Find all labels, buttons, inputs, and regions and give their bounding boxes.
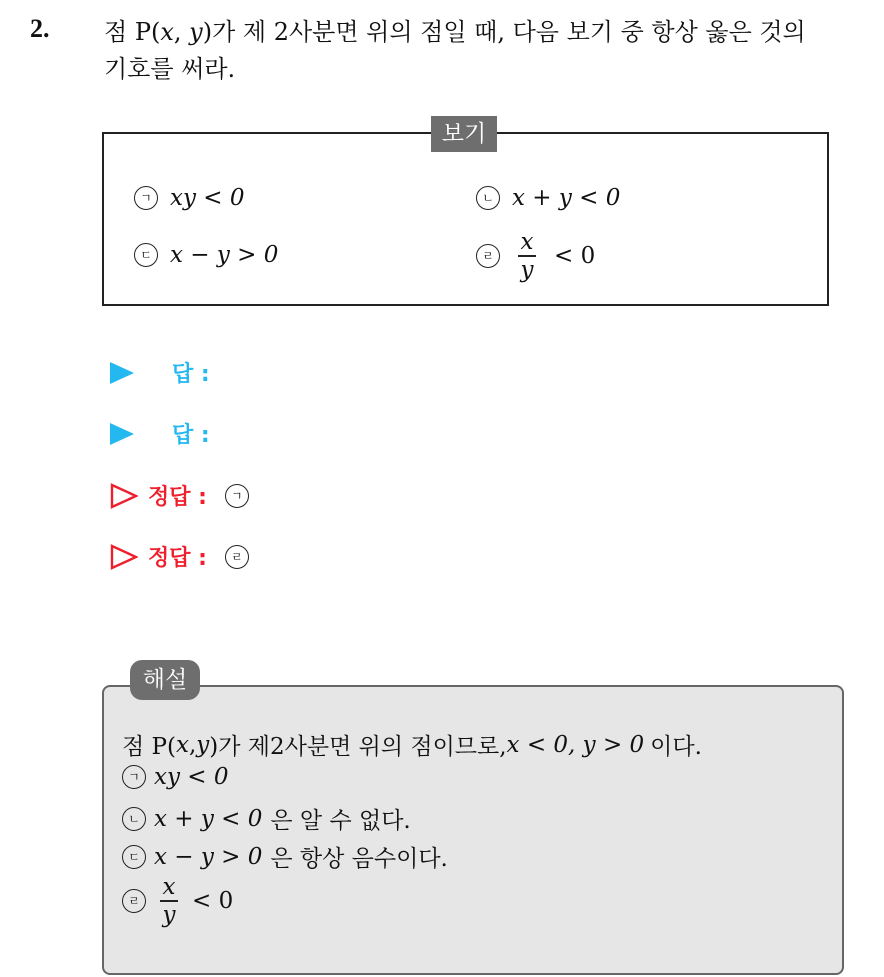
solution-expr: < 0 xyxy=(192,887,234,914)
example-box xyxy=(102,132,829,306)
question-text-part: )가 제 2사분면 위의 점일 때, 다음 보기 중 항상 옳은 것의 xyxy=(202,18,806,46)
option-2 xyxy=(476,185,620,211)
question-text xyxy=(104,14,864,88)
circle-marker-icon: ㄹ xyxy=(225,545,249,569)
question-comma: , xyxy=(173,18,190,46)
play-arrow-icon xyxy=(110,362,134,384)
question-text-line2: 기호를 써라. xyxy=(104,55,236,83)
option-expr: x − y > 0 xyxy=(170,242,279,268)
solution-condition: x < 0, y > 0 xyxy=(506,731,645,758)
solution-comma: , xyxy=(188,731,197,758)
solution-line-3 xyxy=(122,802,411,835)
fraction-denominator: y xyxy=(520,256,534,283)
answer-label: 답 : xyxy=(172,362,210,387)
answer-row-2 xyxy=(110,418,210,449)
solution-expr: x + y < 0 xyxy=(154,805,263,832)
example-box-label: 보기 xyxy=(431,116,497,152)
var-x: x xyxy=(160,18,174,46)
circle-marker-icon: ㄱ xyxy=(225,484,249,508)
solution-line-5 xyxy=(122,874,233,928)
correct-answer-row-2 xyxy=(110,541,249,572)
circle-marker-icon: ㄷ xyxy=(134,243,158,267)
circle-marker-icon: ㄷ xyxy=(122,845,146,869)
option-expr: xy < 0 xyxy=(170,185,245,211)
correct-answer-row-1 xyxy=(110,480,249,511)
solution-text: 은 항상 음수이다. xyxy=(270,846,448,872)
correct-label: 정답 : xyxy=(148,485,207,510)
option-expr: x + y < 0 xyxy=(512,185,621,211)
option-3 xyxy=(134,242,278,268)
fraction-numerator: x xyxy=(162,874,176,900)
solution-line-1 xyxy=(122,728,702,761)
correct-label: 정답 : xyxy=(148,546,207,571)
var-x: x xyxy=(175,731,189,758)
var-y: y xyxy=(196,731,210,758)
solution-line-2 xyxy=(122,764,229,790)
circle-marker-icon: ㄱ xyxy=(122,765,146,789)
circle-marker-icon: ㄹ xyxy=(476,244,500,268)
var-y: y xyxy=(189,18,203,46)
outline-arrow-icon xyxy=(110,483,138,509)
answer-label: 답 : xyxy=(172,423,210,448)
solution-expr: xy < 0 xyxy=(154,764,229,790)
solution-text: 점 P( xyxy=(122,734,176,760)
play-arrow-icon xyxy=(110,423,134,445)
fraction xyxy=(518,229,536,283)
circle-marker-icon: ㄹ xyxy=(122,889,146,913)
circle-marker-icon: ㄴ xyxy=(476,186,500,210)
solution-expr: x − y > 0 xyxy=(154,843,263,870)
outline-arrow-icon xyxy=(110,544,138,570)
fraction-numerator: x xyxy=(520,229,534,255)
circle-marker-icon: ㄱ xyxy=(134,186,158,210)
solution-text: 은 알 수 없다. xyxy=(270,808,411,834)
fraction xyxy=(160,874,178,928)
solution-text: )가 제2사분면 위의 점이므로, xyxy=(209,734,507,760)
solution-text: 이다. xyxy=(650,734,702,760)
option-1 xyxy=(134,185,245,211)
fraction-denominator: y xyxy=(162,901,176,928)
option-expr: < 0 xyxy=(554,242,596,269)
solution-label: 해설 xyxy=(130,660,200,700)
question-text-part: 점 P( xyxy=(104,18,161,46)
circle-marker-icon: ㄴ xyxy=(122,807,146,831)
option-4 xyxy=(476,229,595,283)
question-number: 2. xyxy=(30,14,50,43)
answer-row-1 xyxy=(110,357,210,388)
solution-line-4 xyxy=(122,840,448,873)
